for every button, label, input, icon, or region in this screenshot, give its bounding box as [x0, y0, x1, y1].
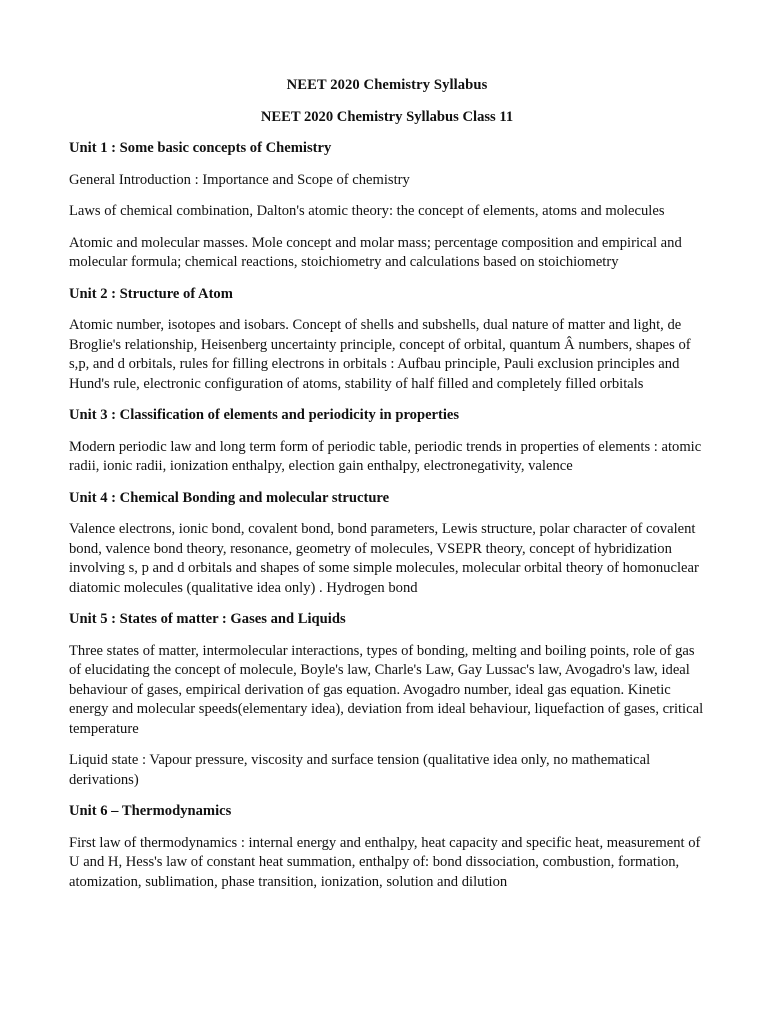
unit-3-paragraph-1: Modern periodic law and long term form of periodic table, periodic trends in properties of elements : atomic radii, ionic radii, ionization enthalpy, election gain enthalpy, electronegativity, valence — [69, 438, 702, 474]
document-title: NEET 2020 Chemistry Syllabus — [286, 77, 488, 93]
unit-5-heading: Unit 5 : States of matter : Gases and Liquids — [69, 611, 346, 627]
unit-1-paragraph-3: Atomic and molecular masses. Mole concept and molar mass; percentage composition and empirical and molecular formula; chemical reactions, stoichiometry and calculations based on stoichiometry — [69, 234, 682, 270]
document-content — [69, 76, 705, 904]
unit-4-heading: Unit 4 : Chemical Bonding and molecular structure — [69, 489, 390, 506]
unit-1-paragraph-1: General Introduction : Importance and Scope of chemistry — [69, 171, 410, 188]
unit-6-heading: Unit 6 – Thermodynamics — [69, 803, 232, 819]
unit-5-paragraph-1: Three states of matter, intermolecular interactions, types of bonding, melting and boiling points, role of gas of elucidating the concept of molecule, Boyle's law, Charle's Law, Gay Lussac's law, Avogadro's law, ideal behaviour of gases, empirical derivation of gas equation. Avogadro number, ideal gas equation. Kinetic energy and molecular speeds(elementary idea), deviation from ideal behaviour, liquefaction of gases, critical temperature — [69, 642, 704, 737]
unit-4-paragraph-1: Valence electrons, ionic bond, covalent bond, bond parameters, Lewis structure, polar character of covalent bond, valence bond theory, resonance, geometry of molecules, VSEPR theory, concept of hybridization involving s, p and d orbitals and shapes of some simple molecules, molecular orbital theory of homonuclear diatomic molecules (qualitative idea only) . Hydrogen bond — [69, 521, 699, 596]
unit-2-paragraph-1: Atomic number, isotopes and isobars. Concept of shells and subshells, dual nature of matter and light, de Broglie's relationship, Heisenberg uncertainty principle, concept of orbital, quantum Â numbers, shapes of s,p, and d orbitals, rules for filling electrons in orbitals : Aufbau principle, Pauli exclusion principles and Hund's rule, electronic configuration of atoms, stability of half filled and completely filled orbitals — [69, 317, 691, 392]
document-subtitle: NEET 2020 Chemistry Syllabus Class 11 — [260, 108, 514, 125]
unit-3-heading: Unit 3 : Classification of elements and periodicity in properties — [69, 407, 460, 423]
unit-2-heading: Unit 2 : Structure of Atom — [69, 285, 233, 302]
unit-1-paragraph-2: Laws of chemical combination, Dalton's atomic theory: the concept of elements, atoms and molecules — [69, 203, 665, 219]
unit-5-paragraph-2: Liquid state : Vapour pressure, viscosity and surface tension (qualitative idea only, no mathematical derivations) — [69, 752, 651, 788]
unit-1-heading: Unit 1 : Some basic concepts of Chemistry — [69, 140, 332, 156]
unit-6-paragraph-1: First law of thermodynamics : internal energy and enthalpy, heat capacity and specific heat, measurement of U and H, Hess's law of constant heat summation, enthalpy of: bond dissociation, combustion, formation, atomization, sublimation, phase transition, ionization, solution and dilution — [69, 834, 701, 890]
